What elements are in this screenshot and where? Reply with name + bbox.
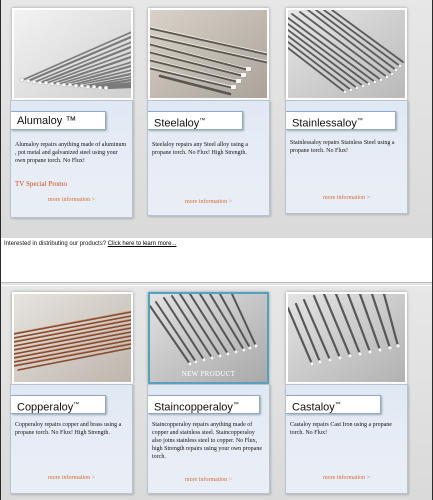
castaloy-title[interactable] [286, 395, 381, 414]
castaloy-more-info-link[interactable]: more information > [322, 475, 371, 481]
staincopper-rods-image [150, 294, 267, 382]
staincopperaloy-description: Staincopperaloy repairs anything made of copper and stainless steel. Staincopperaloy also joins stainless steel to copper. No Flux, high Strength repairs using your own propane torch. [152, 422, 262, 460]
copperaloy-photo[interactable] [12, 292, 133, 384]
steelaloy-title[interactable] [148, 111, 243, 130]
copperaloy-description: Copperaloy repairs copper and brass using a propane torch. No Flux! High Strength. [15, 422, 122, 436]
staincopperaloy-title[interactable] [148, 395, 260, 414]
steelaloy-description: Steelaloy repairs any Steel alloy using a propane torch. No Flux! High Strength. [152, 142, 248, 156]
staincopperaloy-card [147, 384, 270, 494]
new-product-badge: NEW PRODUCT [181, 370, 236, 378]
stainlessaloy-title[interactable] [286, 111, 396, 130]
steel-rods-image [150, 10, 267, 98]
trademark: ™ [65, 115, 77, 127]
copperaloy-title[interactable] [11, 395, 106, 414]
copper-rods-image [14, 294, 131, 382]
stainlessaloy-more-info-link[interactable]: more information > [322, 195, 371, 201]
cast-rods-image [288, 294, 405, 382]
alumaloy-card [10, 100, 133, 218]
tv-special-promo-link[interactable]: TV Special Promo [15, 180, 67, 188]
alumaloy-more-info-link[interactable]: more information > [47, 197, 96, 203]
trademark: ™ [232, 402, 239, 408]
product-name: Steelaloy [154, 117, 200, 130]
castaloy-description: Castaloy repairs Cast Iron using a propane torch. No Flux! [290, 422, 392, 436]
distribution-notice [4, 241, 176, 247]
alumaloy-photo[interactable] [12, 8, 133, 100]
trademark: ™ [199, 118, 206, 124]
stainlessaloy-card [285, 100, 408, 214]
silver-rods-image [14, 10, 131, 98]
stainlessaloy-description: Stainlessaloy repairs Stainless Steel using a propane torch. No Flux! [290, 140, 395, 154]
castaloy-card [285, 384, 408, 494]
staincopperaloy-more-info-link[interactable]: more information > [184, 477, 233, 483]
distribution-text: Interested in distributing our products? [4, 241, 107, 247]
learn-more-link[interactable]: Click here to learn more... [107, 241, 177, 247]
copperaloy-more-info-link[interactable]: more information > [47, 475, 96, 481]
stainlessaloy-photo[interactable] [286, 8, 407, 100]
product-name: Staincopperaloy [154, 401, 233, 414]
stainless-rods-image [288, 10, 405, 98]
copperaloy-card [10, 384, 133, 494]
castaloy-photo[interactable] [286, 292, 407, 384]
alumaloy-title[interactable] [11, 111, 106, 130]
staincopperaloy-photo[interactable] [148, 292, 269, 384]
trademark: ™ [334, 402, 341, 408]
product-name: Castaloy [292, 401, 335, 414]
steelaloy-more-info-link[interactable]: more information > [184, 199, 233, 205]
steelaloy-photo[interactable] [148, 8, 269, 100]
trademark: ™ [356, 118, 363, 124]
product-name: Alumaloy [17, 115, 63, 127]
section-divider [1, 282, 432, 285]
product-name: Stainlessaloy [292, 117, 357, 130]
trademark: ™ [73, 402, 80, 408]
product-name: Copperaloy [17, 401, 74, 414]
alumaloy-description: Alumaloy repairs anything made of aluminum , pot metal and galvanized steel using your own propane torch. No Flux! [15, 142, 127, 164]
steelaloy-card [147, 100, 270, 216]
